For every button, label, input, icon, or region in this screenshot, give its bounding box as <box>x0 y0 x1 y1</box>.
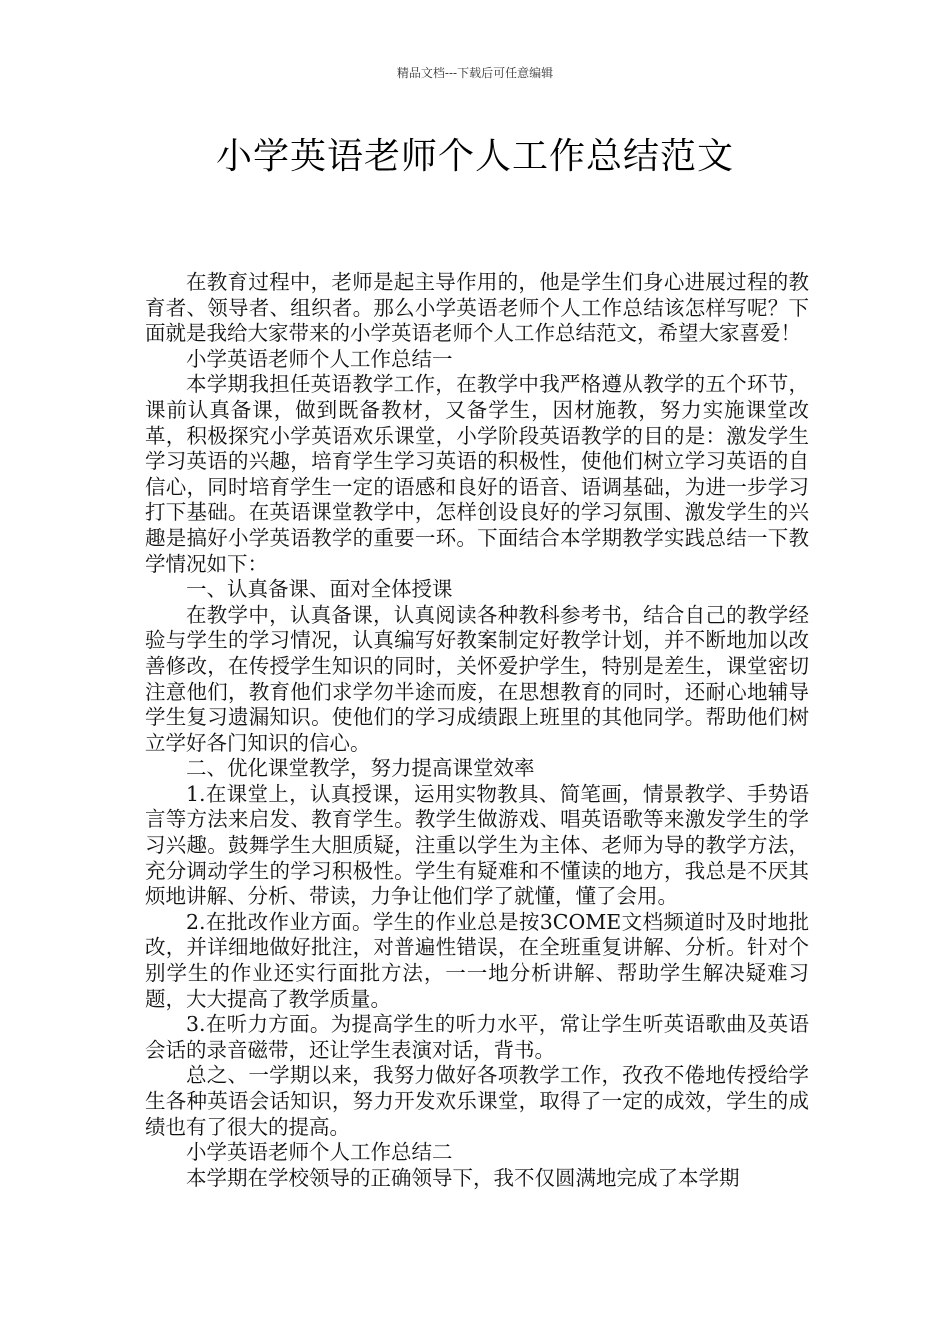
section-heading-summary-2: 小学英语老师个人工作总结二 <box>186 1140 453 1165</box>
paragraph: 本学期在学校领导的正确领导下，我不仅圆满地完成了本学期 <box>186 1165 740 1190</box>
paragraph: 3.在听力方面。为提高学生的听力水平，常让学生听英语歌曲及英语会话的录音磁带，还让学生表演对话，背书。 <box>145 1012 809 1062</box>
paragraph: 总之、一学期以来，我努力做好各项教学工作，孜孜不倦地传授给学生各种英语会话知识，努力开发欢乐课堂，取得了一定的成效，学生的成绩也有了很大的提高。 <box>145 1063 809 1139</box>
paragraph: 1.在课堂上，认真授课，运用实物教具、简笔画，情景教学、手势语言等方法来启发、教育学生。教学生做游戏、唱英语歌等来激发学生的学习兴趣。鼓舞学生大胆质疑，注重以学生为主体、老师为导的教学方法，充分调动学生的学习积极性。学生有疑难和不懂读的地方，我总是不厌其烦地讲解、分析、带读，力争让他们学了就懂，懂了会用。 <box>145 781 809 909</box>
paragraph-intro: 在教育过程中，老师是起主导作用的，他是学生们身心进展过程的教育者、领导者、组织者。那么小学英语老师个人工作总结该怎样写呢？下面就是我给大家带来的小学英语老师个人工作总结范文，希望大家喜爱！ <box>145 270 809 346</box>
section-heading-summary-1: 小学英语老师个人工作总结一 <box>186 346 453 371</box>
subheading-2: 二、优化课堂教学，努力提高课堂效率 <box>186 756 535 781</box>
page-header: 精品文档---下载后可任意编辑 <box>396 66 554 80</box>
paragraph: 2.在批改作业方面。学生的作业总是按3COME文档频道时及时地批改，并详细地做好批注，对普遍性错误，在全班重复讲解、分析。针对个别学生的作业还实行面批方法，一一地分析讲解、帮助学生解决疑难习题，大大提高了教学质量。 <box>145 909 809 1011</box>
document-title: 小学英语老师个人工作总结范文 <box>215 136 734 177</box>
subheading-1: 一、认真备课、面对全体授课 <box>186 577 453 602</box>
document-body <box>145 270 809 1191</box>
paragraph: 在教学中，认真备课，认真阅读各种教科参考书，结合自己的教学经验与学生的学习情况，认真编写好教案制定好教学计划，并不断地加以改善修改，在传授学生知识的同时，关怀爱护学生，特别是差生，课堂密切注意他们，教育他们求学勿半途而废，在思想教育的同时，还耐心地辅导学生复习遗漏知识。使他们的学习成绩跟上班里的其他同学。帮助他们树立学好各门知识的信心。 <box>145 602 809 755</box>
paragraph: 本学期我担任英语教学工作，在教学中我严格遵从教学的五个环节，课前认真备课，做到既备教材，又备学生，因材施教，努力实施课堂改革，积极探究小学英语欢乐课堂，小学阶段英语教学的目的是：激发学生学习英语的兴趣，培育学生学习英语的积极性，使他们树立学习英语的自信心，同时培育学生一定的语感和良好的语音、语调基础，为进一步学习打下基础。在英语课堂教学中，怎样创设良好的学习氛围、激发学生的兴趣是搞好小学英语教学的重要一环。下面结合本学期教学实践总结一下教学情况如下： <box>145 372 809 576</box>
